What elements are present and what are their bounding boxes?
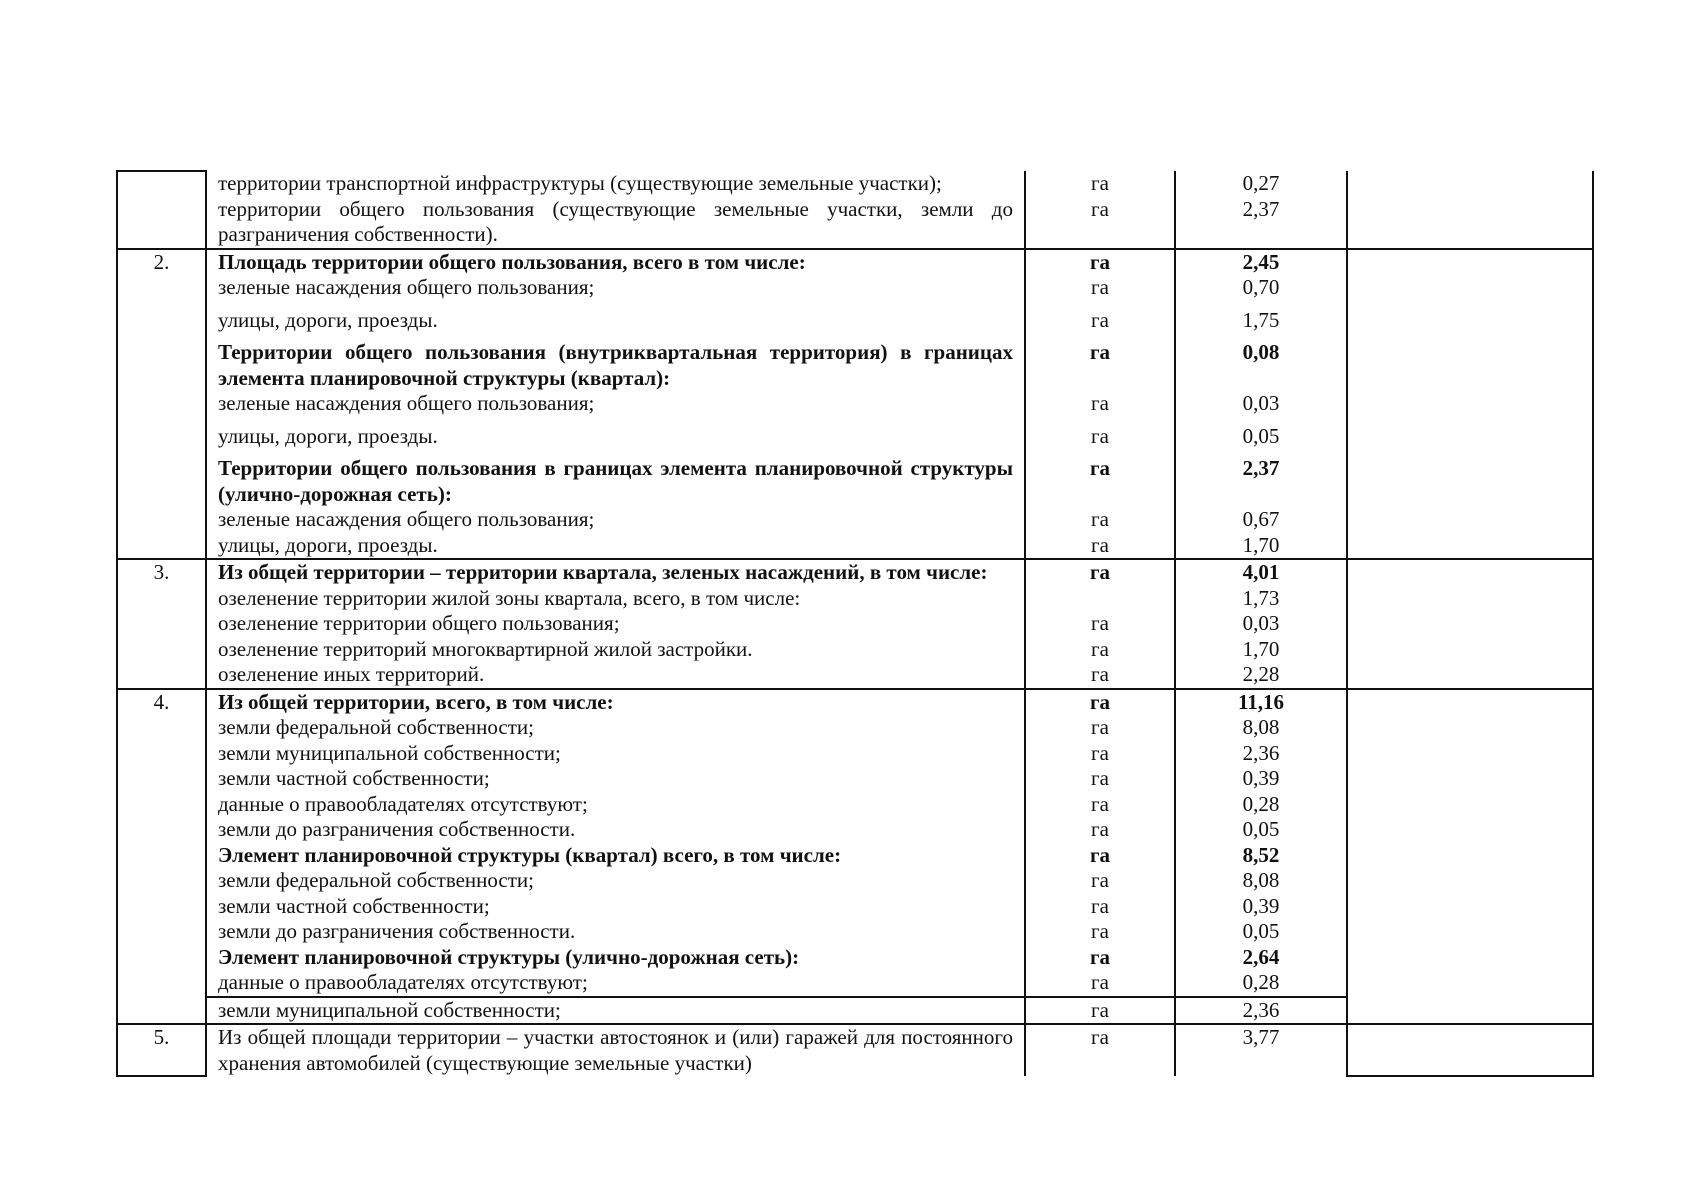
row-note: [1347, 662, 1593, 689]
table-row: [117, 715, 1593, 741]
row-text: земли муниципальной собственности;: [218, 740, 561, 765]
row-number: [117, 391, 206, 417]
row-text: земли федеральной собственности;: [218, 715, 535, 739]
row-text: зеленые насаждения общего пользования;: [218, 391, 595, 415]
row-text: данные о правообладателях отсутствуют;: [218, 791, 588, 816]
row-unit: га: [1025, 249, 1175, 276]
row-text: Из общей территории, всего, в том числе:: [206, 689, 1025, 716]
row-value: 0,70: [1242, 275, 1280, 299]
row-note: [1347, 249, 1593, 276]
row-value: 11,16: [1175, 689, 1347, 716]
row-text: земли до разграничения собственности.: [218, 919, 576, 943]
row-value: 1,70: [1242, 532, 1280, 557]
table-row: [117, 249, 1593, 276]
row-note: [1347, 689, 1593, 716]
row-unit: га: [1025, 817, 1175, 843]
row-number: [117, 945, 206, 971]
table-row: [117, 792, 1593, 818]
row-text: земли частной собственности;: [218, 893, 490, 918]
row-text: земли до разграничения собственности.: [218, 817, 576, 841]
row-value: 2,28: [1242, 662, 1280, 686]
table-row: [117, 611, 1593, 637]
row-number: 3.: [117, 559, 206, 586]
row-number: [117, 741, 206, 767]
row-unit: га: [1025, 792, 1175, 818]
row-value: 8,08: [1242, 715, 1280, 739]
row-value: 4,01: [1175, 559, 1347, 586]
row-note: [1347, 970, 1593, 997]
table-row: [117, 559, 1593, 586]
row-unit: га: [1025, 741, 1175, 767]
row-unit: га: [1025, 611, 1175, 637]
row-number: [117, 333, 206, 391]
row-note: [1347, 171, 1593, 197]
table-row: [117, 507, 1593, 533]
row-value: 2,64: [1242, 944, 1280, 969]
table-row: [117, 970, 1593, 997]
row-unit: га: [1025, 843, 1175, 869]
row-text: улицы, дороги, проезды.: [218, 423, 438, 448]
row-number: [117, 817, 206, 843]
row-value: 2,36: [1242, 740, 1280, 765]
row-text: озеленение территорий многоквартирной жилой застройки.: [218, 636, 753, 661]
row-unit: га: [1025, 333, 1175, 391]
row-unit: га: [1025, 507, 1175, 533]
row-value: 0,05: [1242, 423, 1280, 448]
row-note: [1347, 637, 1593, 663]
row-note: [1347, 792, 1593, 818]
row-number: [117, 894, 206, 920]
row-unit: га: [1025, 997, 1175, 1025]
table-row: [117, 817, 1593, 843]
table-row: [117, 1024, 1593, 1076]
row-value: 2,45: [1175, 249, 1347, 276]
table-row: [117, 391, 1593, 417]
row-number: [117, 171, 206, 197]
table-row: [117, 586, 1593, 612]
row-number: [117, 586, 206, 612]
row-unit: га: [1025, 689, 1175, 716]
row-unit: га: [1025, 662, 1175, 689]
row-note: [1347, 919, 1593, 945]
table-row: [117, 868, 1593, 894]
row-value: 3,77: [1175, 1024, 1347, 1076]
row-unit: га: [1025, 868, 1175, 894]
row-text: улицы, дороги, проезды.: [218, 532, 438, 557]
row-note: [1347, 559, 1593, 586]
row-note: [1347, 843, 1593, 869]
row-value: 8,08: [1242, 868, 1280, 892]
row-number: [117, 449, 206, 507]
row-number: [117, 970, 206, 997]
row-number: [117, 843, 206, 869]
row-value: 2,37: [1242, 456, 1280, 480]
table-row: [117, 919, 1593, 945]
row-number: [117, 275, 206, 301]
row-value: 0,67: [1242, 507, 1280, 531]
table-row: [117, 449, 1593, 507]
row-number: 2.: [117, 249, 206, 276]
row-text: земли муниципальной собственности;: [206, 997, 1025, 1025]
row-value: 1,73: [1242, 585, 1280, 610]
row-text: озеленение территории общего пользования;: [218, 611, 620, 635]
row-text: зеленые насаждения общего пользования;: [218, 507, 595, 531]
row-note: [1347, 301, 1593, 334]
row-note: [1347, 997, 1593, 1025]
row-unit: га: [1025, 533, 1175, 560]
table-row: [117, 945, 1593, 971]
row-note: [1347, 817, 1593, 843]
row-unit: га: [1025, 449, 1175, 507]
row-note: [1347, 449, 1593, 507]
table-row: [117, 197, 1593, 249]
row-text: Территории общего пользования (внутриквартальная территория) в границах элемента планировочной структуры (квартал):: [218, 340, 1013, 390]
row-value: 0,39: [1242, 893, 1280, 918]
row-unit: га: [1025, 417, 1175, 450]
row-unit: га: [1025, 894, 1175, 920]
table-row: [117, 741, 1593, 767]
row-note: [1347, 275, 1593, 301]
row-note: [1347, 507, 1593, 533]
row-unit: га: [1025, 171, 1175, 197]
table-row: [117, 894, 1593, 920]
row-text: Из общей территории – территории квартала, зеленых насаждений, в том числе:: [206, 559, 1025, 586]
row-text: территории общего пользования (существующие земельные участки, земли до разграничения собственности).: [218, 196, 1013, 246]
row-note: [1347, 197, 1593, 249]
row-number: 4.: [117, 689, 206, 716]
table-row: [117, 171, 1593, 197]
row-note: [1347, 741, 1593, 767]
row-value: 0,08: [1242, 340, 1280, 364]
row-text: зеленые насаждения общего пользования;: [218, 275, 595, 299]
row-value: 0,05: [1242, 919, 1280, 943]
row-unit: га: [1025, 559, 1175, 586]
row-note: [1347, 611, 1593, 637]
row-note: [1347, 868, 1593, 894]
row-text: Элемент планировочной структуры (квартал) всего, в том числе:: [218, 842, 842, 867]
row-unit: га: [1025, 637, 1175, 663]
indicators-table: [116, 170, 1594, 1077]
row-value: 0,03: [1242, 391, 1280, 415]
row-number: [117, 637, 206, 663]
row-text: Элемент планировочной структуры (улично-дорожная сеть):: [218, 944, 800, 969]
row-note: [1347, 894, 1593, 920]
row-text: озеленение иных территорий.: [218, 662, 485, 686]
row-note: [1347, 333, 1593, 391]
row-note: [1347, 766, 1593, 792]
row-number: [117, 611, 206, 637]
table-row: [117, 689, 1593, 716]
row-number: [117, 507, 206, 533]
table-row: [117, 301, 1593, 334]
row-value: 0,28: [1242, 791, 1280, 816]
row-unit: га: [1025, 301, 1175, 334]
row-unit: га: [1025, 766, 1175, 792]
table-row: [117, 637, 1593, 663]
row-value: 2,36: [1175, 997, 1347, 1025]
table-row: [117, 766, 1593, 792]
row-unit: га: [1025, 715, 1175, 741]
row-value: 0,39: [1242, 766, 1280, 790]
row-number: [117, 868, 206, 894]
row-note: [1347, 391, 1593, 417]
table-row: [117, 662, 1593, 689]
row-value: 0,28: [1242, 970, 1280, 994]
table-row: [117, 533, 1593, 560]
row-value: 0,03: [1242, 611, 1280, 635]
row-unit: га: [1025, 1024, 1175, 1076]
row-number: 5.: [117, 1024, 206, 1076]
row-note: [1347, 417, 1593, 450]
row-unit: га: [1025, 275, 1175, 301]
row-number: [117, 417, 206, 450]
row-note: [1347, 533, 1593, 560]
row-unit: га: [1025, 391, 1175, 417]
row-text: земли федеральной собственности;: [218, 868, 535, 892]
table-row: [117, 275, 1593, 301]
table-row: [117, 333, 1593, 391]
row-value: 0,05: [1242, 817, 1280, 841]
row-text: озеленение территории жилой зоны квартала, всего, в том числе:: [218, 585, 801, 610]
row-value: 0,27: [1242, 171, 1280, 195]
row-value: 8,52: [1242, 842, 1280, 867]
row-unit: [1025, 586, 1175, 612]
row-text: улицы, дороги, проезды.: [218, 307, 438, 332]
row-note: [1347, 945, 1593, 971]
row-unit: га: [1025, 945, 1175, 971]
row-value: 2,37: [1242, 196, 1280, 221]
row-text: земли частной собственности;: [218, 766, 490, 790]
row-text: данные о правообладателях отсутствуют;: [218, 970, 588, 994]
row-unit: га: [1025, 919, 1175, 945]
row-note: [1347, 715, 1593, 741]
row-text: Из общей площади территории – участки автостоянок и (или) гаражей для постоянного хранения автомобилей (существующие земельные участки): [206, 1024, 1025, 1076]
table-row: [117, 417, 1593, 450]
row-number: [117, 533, 206, 560]
row-text: Территории общего пользования в границах элемента планировочной структуры (улично-дорожная сеть):: [218, 456, 1013, 506]
row-text: территории транспортной инфраструктуры (существующие земельные участки);: [218, 171, 942, 195]
row-note: [1347, 1024, 1593, 1076]
row-unit: га: [1025, 970, 1175, 997]
row-number: [117, 919, 206, 945]
row-number: [117, 766, 206, 792]
table-row: [117, 997, 1593, 1025]
row-number: [117, 662, 206, 689]
row-number: [117, 715, 206, 741]
row-value: 1,75: [1242, 307, 1280, 332]
row-number: [117, 792, 206, 818]
row-number: [117, 301, 206, 334]
row-note: [1347, 586, 1593, 612]
row-value: 1,70: [1242, 636, 1280, 661]
row-number: [117, 197, 206, 249]
table-row: [117, 843, 1593, 869]
row-unit: га: [1025, 197, 1175, 249]
row-text: Площадь территории общего пользования, всего в том числе:: [206, 249, 1025, 276]
row-number: [117, 997, 206, 1025]
